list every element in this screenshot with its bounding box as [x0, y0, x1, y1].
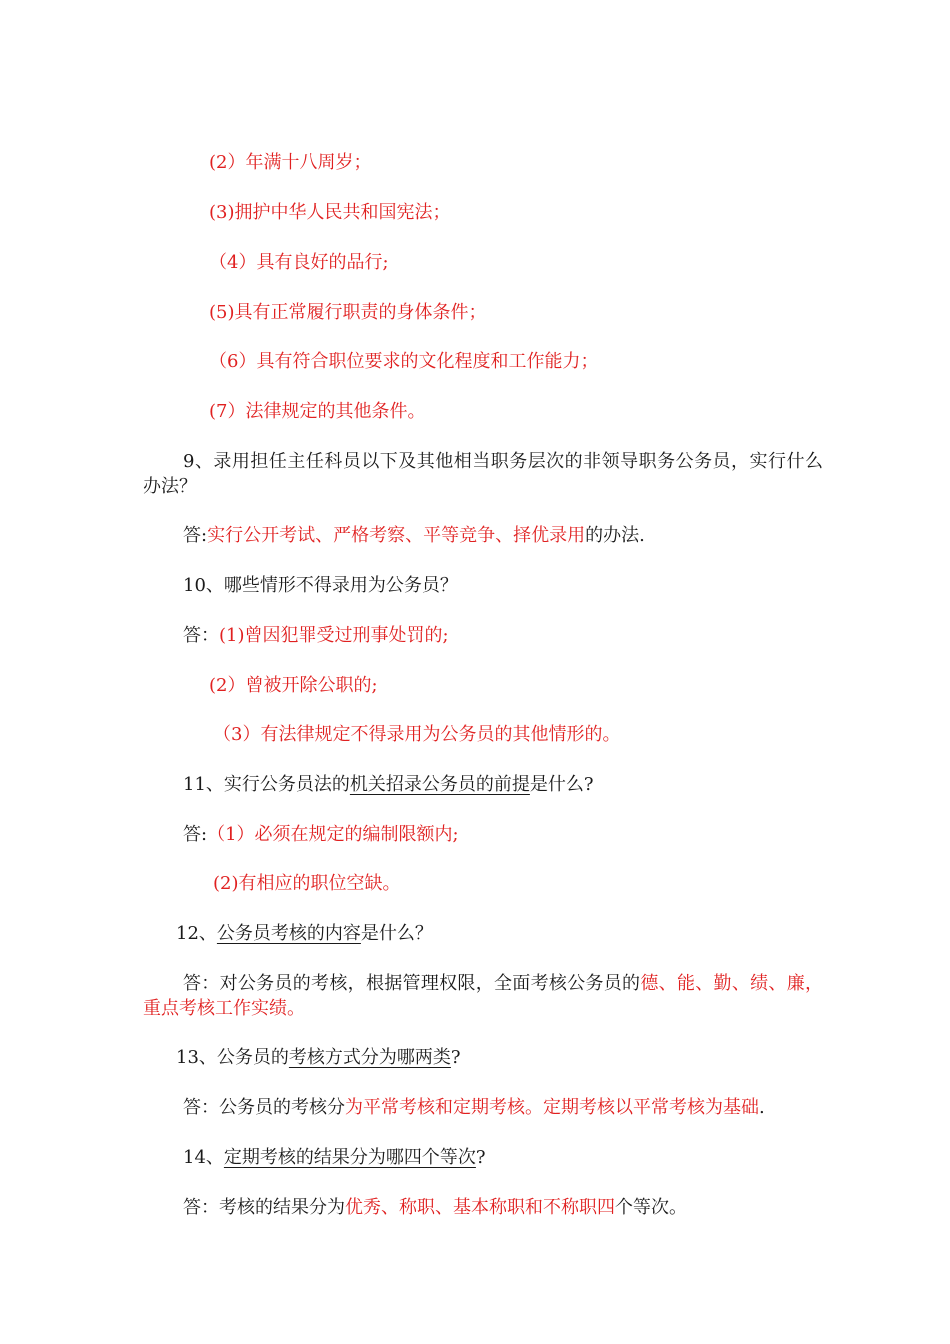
- condition-4: （4）具有良好的品行;: [209, 252, 389, 273]
- answer-10-1: 答：(1)曾因犯罪受过刑事处罚的;: [183, 625, 449, 646]
- question-11: 11、实行公务员法的机关招录公务员的前提是什么?: [183, 774, 594, 795]
- answer-11-2: (2)有相应的职位空缺。: [213, 873, 401, 894]
- answer-13: 答：公务员的考核分为平常考核和定期考核。定期考核以平常考核为基础.: [183, 1097, 765, 1118]
- condition-7: (7）法律规定的其他条件。: [209, 401, 426, 422]
- condition-3: (3)拥护中华人民共和国宪法；: [209, 202, 451, 223]
- condition-5: (5)具有正常履行职责的身体条件；: [209, 302, 487, 323]
- answer-14: 答：考核的结果分为优秀、称职、基本称职和不称职四个等次。: [183, 1197, 687, 1218]
- question-13: 13、公务员的考核方式分为哪两类?: [176, 1047, 461, 1068]
- question-12: 12、公务员考核的内容是什么？: [176, 923, 433, 944]
- answer-11-1: 答:（1）必须在规定的编制限额内;: [183, 824, 459, 845]
- question-9: 9、录用担任主任科员以下及其他相当职务层次的非领导职务公务员，实行什么办法？: [143, 451, 823, 497]
- condition-2: (2）年满十八周岁；: [209, 152, 372, 173]
- answer-9: 答:实行公开考试、严格考察、平等竞争、择优录用的办法.: [183, 525, 645, 546]
- question-10: 10、哪些情形不得录用为公务员？: [183, 575, 458, 596]
- answer-12: 答：对公务员的考核，根据管理权限，全面考核公务员的德、能、勤、绩、廉，重点考核工作实绩。: [143, 973, 824, 1019]
- answer-10-2: (2）曾被开除公职的;: [209, 675, 378, 696]
- condition-6: （6）具有符合职位要求的文化程度和工作能力；: [209, 351, 599, 372]
- question-14: 14、定期考核的结果分为哪四个等次?: [183, 1147, 486, 1168]
- answer-10-3: （3）有法律规定不得录用为公务员的其他情形的。: [213, 724, 621, 745]
